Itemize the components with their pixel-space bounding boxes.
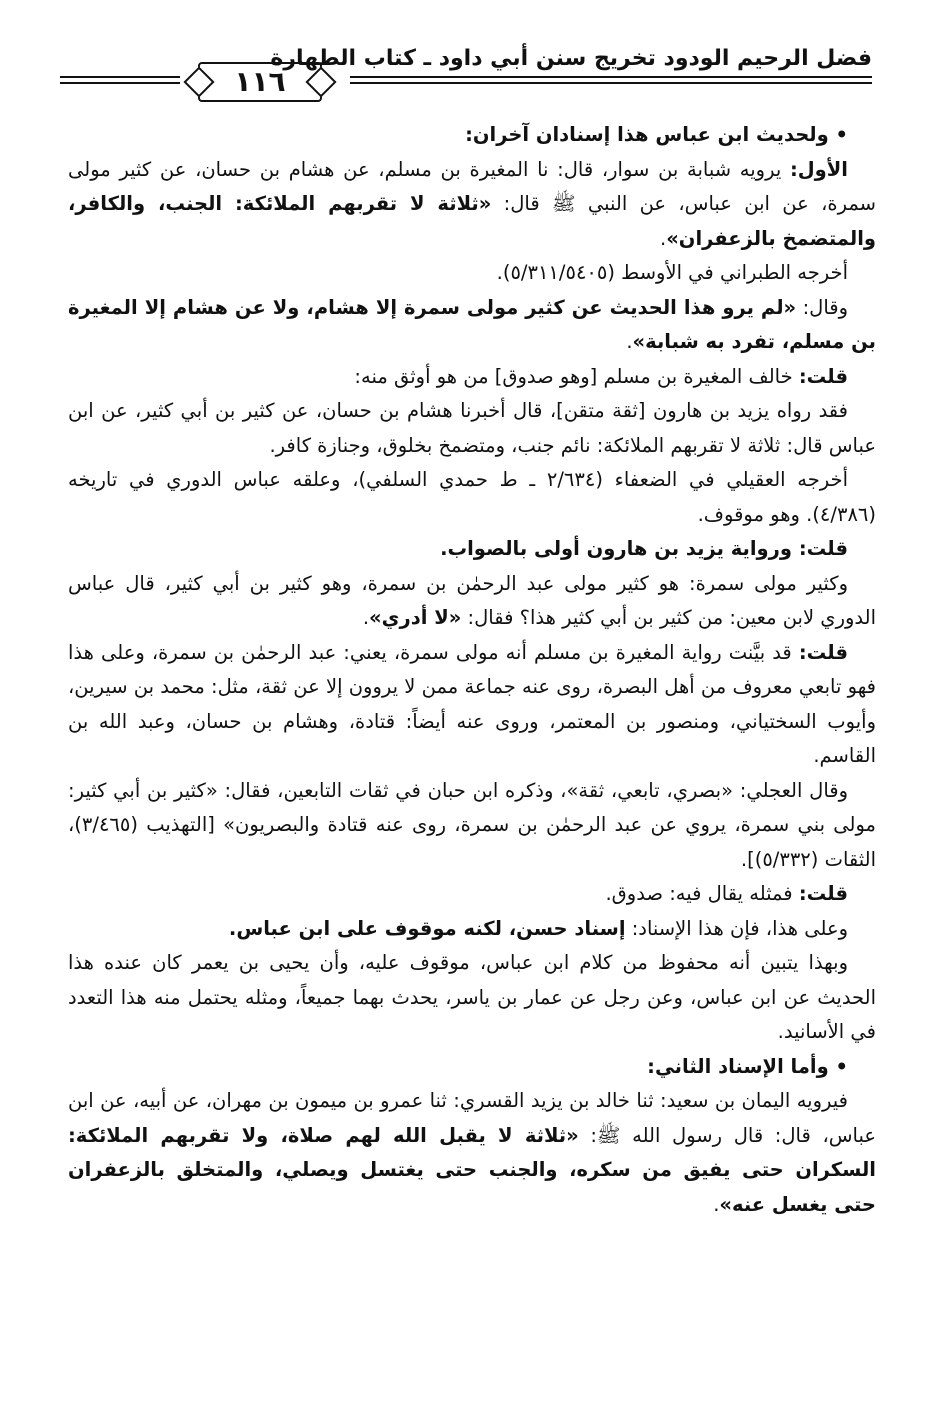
paragraph-label: قلت: [798,537,848,560]
paragraph-text: وعلى هذا، فإن هذا الإسناد: [625,916,848,940]
paragraph [68,877,876,912]
paragraph-label: قلت: [798,640,848,664]
body-text [68,118,876,1222]
header-rule [60,76,180,78]
paragraph [68,291,876,360]
header-rule [350,76,872,78]
paragraph: أخرجه العقيلي في الضعفاء (٢/٦٣٤ ـ ط حمدي السلفي)، وعلقه عباس الدوري في تاريخه (٤/٣٨٦). وهو موقوف. [68,468,876,526]
hadith-quote: «لا أدري» [369,606,462,629]
paragraph-text: وكثير مولى سمرة: هو كثير مولى عبد الرحمٰن بن سمرة، وهو كثير بن أبي كثير، قال عباس الدوري لابن معين: من كثير بن أبي كثير هذا؟ فقال: [68,571,876,629]
paragraph [68,567,876,636]
paragraph-end: . [660,226,667,250]
paragraph: • وأما الإسناد الثاني: [647,1054,848,1078]
paragraph-text: فمثله يقال فيه: صدوق. [605,882,799,905]
paragraph: فقد رواه يزيد بن هارون [ثقة متقن]، قال أخبرنا هشام بن حسان، عن كثير بن أبي كثير، عن ابن عباس قال: ثلاثة لا تقربهم الملائكة: نائم جنب، ومتضمخ بخلوق، وجنازة كافر. [68,399,876,457]
paragraph-text: ورواية يزيد بن هارون أولى بالصواب. [440,537,799,560]
paragraph-label: الأول: [789,157,848,181]
paragraph-text: خالف المغيرة بن مسلم [وهو صدوق] من هو أوثق منه: [354,364,799,388]
hadith-quote: «لم يرو هذا الحديث عن كثير مولى سمرة إلا هشام، ولا عن هشام إلا المغيرة بن مسلم، تفرد به شبابة» [68,295,876,353]
page-number: ١١٦ [198,62,322,102]
paragraph-text: وقال: [796,295,848,319]
hadith-quote: «ثلاثة لا تقربهم الملائكة: الجنب، والكافر، والمتضمخ بالزعفران» [68,192,876,250]
paragraph-text: فيرويه اليمان بن سعيد: ثنا خالد بن يزيد القسري: ثنا عمرو بن ميمون بن مهران، عن أبيه، عن ابن عباس، قال: قال رسول الله ﷺ: [68,1089,877,1147]
paragraph [68,636,876,774]
paragraph-end: . [362,606,370,629]
paragraph [68,912,876,947]
paragraph-label: قلت: [798,364,848,388]
paragraph [68,532,876,567]
header-rule [60,82,180,84]
paragraph-bold: إسناد حسن، لكنه موقوف على ابن عباس. [228,916,626,940]
paragraph-label: قلت: [798,882,848,905]
header-rule [350,82,872,84]
paragraph [68,153,876,257]
paragraph: وبهذا يتبين أنه محفوظ من كلام ابن عباس، موقوف عليه، وأن يحيى بن يعمر كان عنده هذا الحديث عن ابن عباس، وعن رجل عن عمار بن ياسر، يحدث بهما جميعاً، ومثله يحتمل منه هذا التعدد في الأسانيد. [68,951,876,1043]
paragraph-text: يرويه شبابة بن سوار، قال: نا المغيرة بن مسلم، عن هشام بن حسان، عن كثير مولى سمرة، عن ابن عباس، عن النبي ﷺ قال: [68,157,876,215]
paragraph: أخرجه الطبراني في الأوسط (٥/٣١١/٥٤٠٥). [496,261,848,284]
running-title: فضل الرحيم الودود تخريج سنن أبي داود ـ كتاب الطهارة [270,46,872,71]
paragraph: • ولحديث ابن عباس هذا إسنادان آخران: [465,123,848,146]
paragraph-end: . [626,330,633,353]
paragraph: وقال العجلي: «بصري، تابعي، ثقة»، وذكره ابن حبان في ثقات التابعين، فقال: «كثير بن أبي كثير: مولى بني سمرة، يروي عن عبد الرحمٰن بن سمرة، روى عنه قتادة والبصريون» [التهذيب (٣/٤٦٥)، الثقات (٥/٣٣٢)]. [68,778,876,871]
paragraph [68,1084,876,1222]
paragraph-end: . [713,1192,720,1216]
hadith-quote: «ثلاثة لا يقبل الله لهم صلاة، ولا تقربهم الملائكة: السكران حتى يفيق من سكره، والجنب حتى يغتسل ويصلي، والمتخلق بالزعفران حتى يغسل عنه» [68,1123,876,1216]
paragraph [68,360,876,395]
paragraph-text: قد بيَّنت رواية المغيرة بن مسلم أنه مولى سمرة، يعني: عبد الرحمٰن بن سمرة، وعلى هذا فهو تابعي معروف من أهل البصرة، روى عنه جماعة ممن لا يروون إلا عن ثقة، مثل: محمد بن سيرين، وأيوب السختياني، ومنصور بن المعتمر، وروى عنه أيضاً: قتادة، وهشام بن حسان، وعبد الله بن القاسم. [68,640,876,767]
page-header [60,42,872,102]
